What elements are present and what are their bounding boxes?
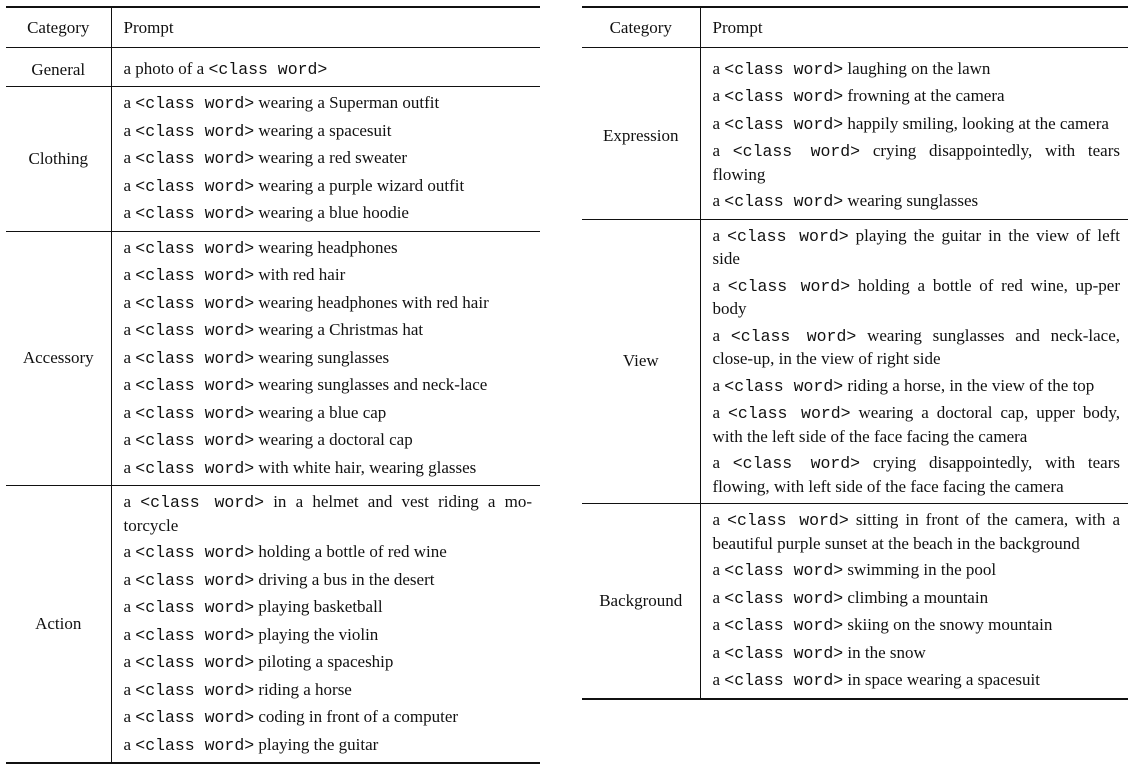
prompt-item — [124, 732, 533, 760]
prompt-text: wearing sunglasses — [847, 191, 979, 210]
prompt-header: Prompt — [123, 18, 174, 37]
prompt-text: in a helmet and vest riding a mo-torcycle — [123, 492, 532, 535]
prompt-prefix: a — [712, 275, 721, 295]
prompt-item — [124, 90, 533, 118]
prompt-item — [124, 200, 533, 228]
class-word-token: <class word> — [724, 59, 844, 79]
class-word-token: <class word> — [135, 238, 255, 258]
left-prompt-table — [6, 6, 540, 764]
prompt-text: wearing sunglasses — [258, 347, 390, 367]
class-word-token: <class word> — [135, 321, 255, 340]
category-group — [582, 219, 1128, 504]
prompt-text: crying disappointedly, with tears flowing, with left side of the face facing the camera — [712, 453, 1121, 496]
prompt-prefix: a — [123, 120, 132, 140]
category-label: Expression — [582, 47, 700, 219]
class-word-token: <class word> — [724, 643, 844, 663]
prompt-prefix: a — [123, 320, 132, 339]
prompt-item — [713, 56, 1121, 84]
prompt-text: wearing a blue cap — [258, 402, 387, 422]
class-word-token: <class word> — [135, 293, 255, 313]
class-word-token: <class word> — [135, 94, 255, 113]
prompt-prefix: a — [123, 175, 132, 195]
prompt-item — [713, 223, 1121, 273]
prompt-item — [124, 290, 533, 318]
prompt-text: laughing on the lawn — [847, 58, 991, 78]
prompt-text: playing the violin — [258, 624, 379, 644]
prompt-prefix: a — [712, 191, 721, 210]
prompt-text: in space wearing a spacesuit — [847, 670, 1040, 689]
prompt-header: Prompt — [712, 18, 763, 37]
prompt-item — [713, 188, 1121, 216]
prompt-text: coding in front of a computer — [258, 707, 459, 726]
prompt-item — [124, 622, 533, 650]
prompt-item — [713, 640, 1121, 668]
prompt-text: wearing a doctoral cap, upper body, with the left side of the face facing the camera — [712, 403, 1120, 446]
prompt-text: riding a horse — [258, 679, 352, 699]
class-word-token: <class word> — [727, 511, 849, 530]
class-word-token: <class word> — [135, 403, 255, 423]
prompt-item — [713, 273, 1121, 323]
prompt-text: with white hair, wearing glasses — [258, 457, 477, 477]
prompt-prefix: a photo of a — [123, 58, 205, 78]
prompt-item — [124, 704, 533, 732]
prompt-prefix: a — [712, 642, 721, 662]
prompt-text: piloting a spaceship — [258, 652, 394, 671]
class-word-token: <class word> — [135, 598, 255, 617]
prompt-text: in the snow — [847, 642, 926, 662]
prompt-text: with red hair — [258, 265, 346, 284]
prompt-item — [713, 667, 1121, 695]
class-word-token: <class word> — [732, 142, 861, 161]
prompt-text: sitting in front of the camera, with a beautiful purple sunset at the beach in the background — [712, 510, 1121, 553]
prompt-prefix: a — [123, 707, 132, 726]
prompt-list — [111, 231, 540, 486]
prompt-prefix: a — [712, 403, 721, 422]
prompt-text: wearing a purple wizard outfit — [258, 175, 465, 195]
prompt-prefix: a — [712, 141, 721, 160]
prompt-list — [111, 486, 540, 764]
prompt-item — [124, 594, 533, 622]
prompt-text: riding a horse, in the view of the top — [847, 375, 1095, 395]
prompt-list — [700, 47, 1128, 219]
category-label: Action — [6, 486, 111, 764]
prompt-text: happily smiling, looking at the camera — [847, 113, 1109, 133]
right-prompt-table — [582, 6, 1128, 700]
class-word-token: <class word> — [724, 561, 844, 580]
prompt-text: holding a bottle of red wine — [258, 542, 447, 561]
category-group — [6, 87, 540, 232]
prompt-text: frowning at the camera — [847, 86, 1005, 105]
prompt-item — [713, 138, 1121, 188]
class-word-token: <class word> — [135, 680, 255, 700]
category-group — [582, 504, 1128, 699]
prompt-prefix: a — [123, 347, 132, 367]
class-word-token: <class word> — [135, 625, 255, 645]
prompt-item — [124, 145, 533, 173]
prompt-item — [713, 585, 1121, 613]
prompt-text: wearing a Superman outfit — [258, 93, 440, 112]
class-word-token: <class word> — [135, 431, 255, 450]
category-header: Category — [582, 7, 700, 47]
prompt-item — [124, 118, 533, 146]
prompt-prefix: a — [712, 615, 721, 634]
prompt-item — [713, 557, 1121, 585]
prompt-prefix: a — [123, 492, 132, 511]
prompt-item — [124, 539, 533, 567]
prompt-prefix: a — [712, 86, 721, 105]
prompt-prefix: a — [712, 560, 721, 579]
prompt-prefix: a — [123, 679, 132, 699]
prompt-list — [700, 219, 1128, 504]
prompt-item — [124, 427, 533, 455]
prompt-item — [124, 235, 533, 263]
class-word-token: <class word> — [135, 735, 255, 755]
prompt-item — [124, 489, 533, 539]
class-word-token: <class word> — [135, 708, 255, 727]
prompt-list — [111, 87, 540, 232]
category-label: Accessory — [6, 231, 111, 486]
prompt-text: wearing sunglasses and neck-lace, close-up, in the view of right side — [712, 325, 1121, 368]
prompt-text: playing basketball — [258, 597, 383, 616]
class-word-token: <class word> — [724, 87, 844, 106]
prompt-prefix: a — [712, 670, 721, 689]
prompt-item — [713, 373, 1121, 401]
prompt-text: crying disappointedly, with tears flowing — [712, 141, 1121, 184]
prompt-prefix: a — [123, 430, 132, 449]
class-word-token: <class word> — [728, 404, 851, 423]
prompt-text: wearing a doctoral cap — [258, 430, 413, 449]
class-word-token: <class word> — [135, 348, 255, 368]
prompt-item — [124, 455, 533, 483]
category-group — [6, 47, 540, 87]
prompt-item — [713, 111, 1121, 139]
class-word-token: <class word> — [727, 226, 849, 246]
prompt-item — [713, 507, 1121, 557]
prompt-item — [124, 400, 533, 428]
prompt-text: wearing sunglasses and neck-lace — [258, 375, 488, 394]
prompt-text: swimming in the pool — [847, 560, 997, 579]
prompt-prefix: a — [712, 510, 721, 529]
class-word-token: <class word> — [135, 204, 255, 223]
prompt-text: wearing a blue hoodie — [258, 203, 409, 222]
prompt-text: wearing a red sweater — [258, 148, 408, 167]
prompt-prefix: a — [123, 375, 132, 394]
class-word-token: <class word> — [135, 376, 255, 395]
prompt-list — [111, 47, 540, 87]
prompt-text: driving a bus in the desert — [258, 569, 435, 589]
prompt-text: wearing a Christmas hat — [258, 320, 424, 339]
prompt-list — [700, 504, 1128, 699]
prompt-prefix: a — [123, 237, 132, 257]
prompt-prefix: a — [123, 542, 132, 561]
class-word-token: <class word> — [724, 671, 844, 690]
prompt-prefix: a — [123, 203, 132, 222]
prompt-prefix: a — [123, 93, 132, 112]
category-header: Category — [6, 7, 111, 47]
category-label: View — [582, 219, 700, 504]
prompt-item — [124, 173, 533, 201]
prompt-prefix: a — [712, 453, 721, 472]
prompt-text: climbing a mountain — [847, 587, 989, 607]
prompt-text: wearing headphones — [258, 237, 398, 257]
prompt-text: holding a bottle of red wine, up-per body — [712, 275, 1121, 318]
class-word-token: <class word> — [135, 543, 255, 562]
prompt-prefix: a — [712, 113, 721, 133]
class-word-token: <class word> — [135, 570, 255, 590]
prompt-item — [124, 345, 533, 373]
class-word-token: <class word> — [727, 276, 851, 296]
prompt-item — [713, 323, 1121, 373]
prompt-prefix: a — [123, 734, 132, 754]
prompt-item — [124, 649, 533, 677]
prompt-prefix: a — [712, 325, 721, 345]
prompt-prefix: a — [123, 569, 132, 589]
prompt-item — [713, 83, 1121, 111]
class-word-token: <class word> — [724, 192, 844, 211]
prompt-text: playing the guitar in the view of left side — [712, 225, 1121, 268]
prompt-prefix: a — [123, 624, 132, 644]
class-word-token: <class word> — [135, 653, 255, 672]
class-word-token: <class word> — [135, 458, 255, 478]
class-word-token: <class word> — [724, 588, 844, 608]
prompt-prefix: a — [123, 402, 132, 422]
prompt-prefix: a — [123, 457, 132, 477]
category-label: Clothing — [6, 87, 111, 232]
prompt-item — [124, 677, 533, 705]
category-group — [6, 231, 540, 486]
class-word-token: <class word> — [208, 59, 328, 79]
prompt-text: playing the guitar — [258, 734, 379, 754]
prompt-item — [124, 567, 533, 595]
prompt-prefix: a — [712, 375, 721, 395]
category-label: General — [6, 47, 111, 87]
prompt-item — [713, 450, 1121, 500]
class-word-token: <class word> — [135, 121, 255, 141]
class-word-token: <class word> — [140, 493, 264, 512]
category-group — [6, 486, 540, 764]
class-word-token: <class word> — [724, 616, 844, 635]
prompt-item — [713, 612, 1121, 640]
prompt-prefix: a — [123, 292, 132, 312]
class-word-token: <class word> — [135, 176, 255, 196]
class-word-token: <class word> — [724, 376, 844, 396]
prompt-item — [124, 56, 533, 84]
prompt-prefix: a — [123, 597, 132, 616]
category-group — [582, 47, 1128, 219]
prompt-prefix: a — [712, 225, 721, 245]
prompt-item — [713, 400, 1121, 450]
prompt-prefix: a — [712, 587, 721, 607]
category-label: Background — [582, 504, 700, 699]
prompt-prefix: a — [123, 652, 132, 671]
prompt-prefix: a — [712, 58, 721, 78]
prompt-text: skiing on the snowy mountain — [847, 615, 1053, 634]
table-header-row — [582, 7, 1128, 47]
prompt-item — [124, 372, 533, 400]
class-word-token: <class word> — [135, 149, 255, 168]
prompt-prefix: a — [123, 265, 132, 284]
class-word-token: <class word> — [730, 326, 857, 346]
class-word-token: <class word> — [724, 114, 844, 134]
class-word-token: <class word> — [732, 454, 861, 473]
table-header-row — [6, 7, 540, 47]
prompt-text: wearing a spacesuit — [258, 120, 392, 140]
prompt-item — [124, 262, 533, 290]
prompt-item — [124, 317, 533, 345]
prompt-text: wearing headphones with red hair — [258, 292, 489, 312]
prompt-prefix: a — [123, 148, 132, 167]
class-word-token: <class word> — [135, 266, 255, 285]
